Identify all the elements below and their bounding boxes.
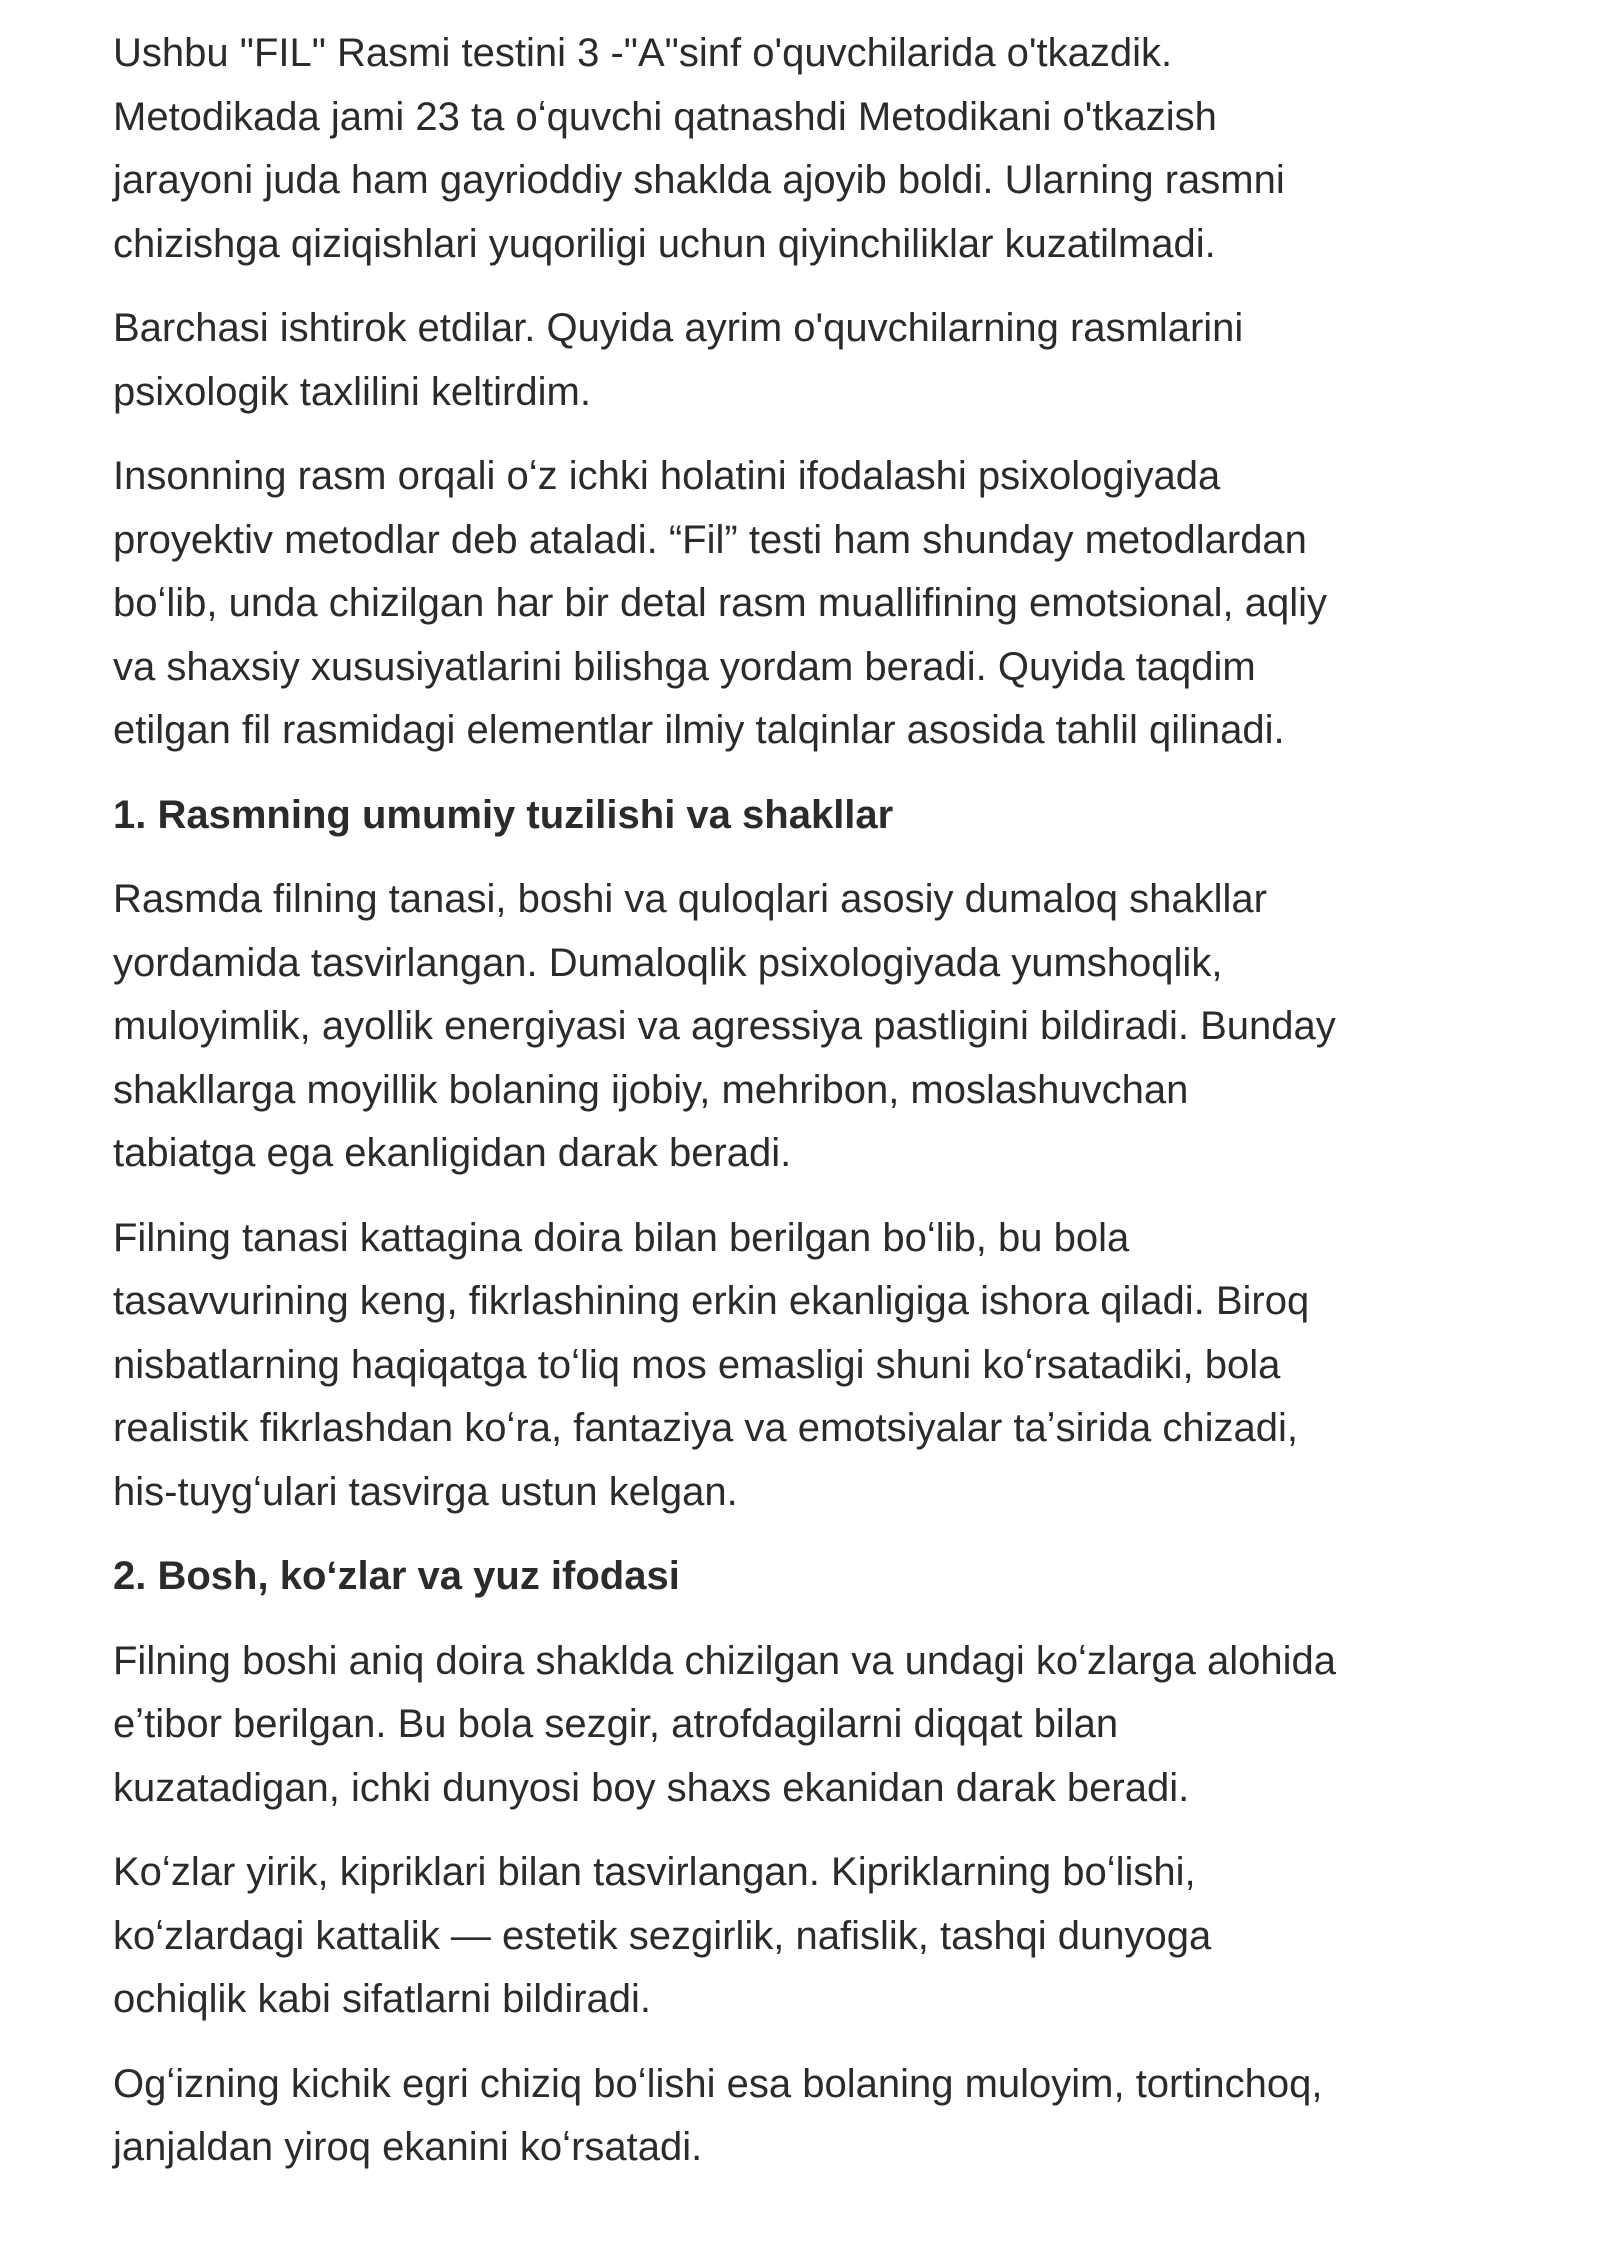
text-line: Metodikada jami 23 ta oʻquvchi qatnashdi Metodikani o'tkazish xyxy=(113,94,1217,139)
text-line: ochiqlik kabi sifatlarni bildiradi. xyxy=(113,1977,652,2021)
paragraph-participation xyxy=(113,297,1513,424)
text-line: Ushbu "FIL" Rasmi testini 3 -"A"sinf o'quvchilarida o'tkazdik. xyxy=(113,31,1173,75)
text-line: Filning tanasi kattagina doira bilan berilgan boʻlib, bu bola xyxy=(113,1215,1130,1260)
text-line: realistik fikrlashdan koʻra, fantaziya va emotsiyalar taʼsirida chizadi, xyxy=(113,1406,1298,1450)
text-line: tabiatga ega ekanligidan darak beradi. xyxy=(113,1131,792,1175)
text-line: Insonning rasm orqali oʻz ichki holatini ifodalashi psixologiyada xyxy=(113,454,1221,498)
text-line: Filning boshi aniq doira shaklda chizilgan va undagi koʻzlarga alohida xyxy=(113,1638,1337,1683)
text-line: Rasmda filning tanasi, boshi va quloqlari asosiy dumaloq shakllar xyxy=(113,877,1267,921)
section-heading-2: 2. Bosh, koʻzlar va yuz ifodasi xyxy=(113,1554,680,1598)
paragraph-eyes xyxy=(113,1841,1513,2032)
text-line: boʻlib, unda chizilgan har bir detal rasm muallifining emotsional, aqliy xyxy=(113,581,1327,625)
text-line: jarayoni juda ham gayrioddiy shaklda ajoyib boldi. Ularning rasmni xyxy=(113,158,1285,202)
text-line: Barchasi ishtirok etdilar. Quyida ayrim o'quvchilarning rasmlarini xyxy=(113,306,1244,350)
text-line: tasavvurining keng, fikrlashining erkin ekanligiga ishora qiladi. Biroq xyxy=(113,1279,1310,1323)
text-line: proyektiv metodlar deb ataladi. “Fil” testi ham shunday metodlardan xyxy=(113,517,1307,562)
paragraph-shapes xyxy=(113,868,1513,1186)
text-line: etilgan fil rasmidagi elementlar ilmiy talqinlar asosida tahlil qilinadi. xyxy=(113,708,1285,752)
text-line: shakllarga moyillik bolaning ijobiy, mehribon, moslashuvchan xyxy=(113,1067,1189,1112)
paragraph-mouth xyxy=(113,2053,1513,2180)
text-line: yordamida tasvirlangan. Dumaloqlik psixologiyada yumshoqlik, xyxy=(113,940,1223,985)
text-line: psixologik taxlilini keltirdim. xyxy=(113,369,591,414)
text-line: his-tuygʻulari tasvirga ustun kelgan. xyxy=(113,1469,738,1514)
text-line: va shaxsiy xususiyatlarini bilishga yordam beradi. Quyida taqdim xyxy=(113,644,1256,689)
text-line: muloyimlik, ayollik energiyasi va agressiya pastligini bildiradi. Bunday xyxy=(113,1004,1336,1048)
document-page xyxy=(113,22,1513,2201)
text-line: koʻzlardagi kattalik — estetik sezgirlik, nafislik, tashqi dunyoga xyxy=(113,1913,1212,1958)
text-line: kuzatadigan, ichki dunyosi boy shaxs ekanidan darak beradi. xyxy=(113,1765,1190,1810)
paragraph-projective-methods xyxy=(113,445,1513,763)
text-line: chizishga qiziqishlari yuqoriligi uchun qiyinchiliklar kuzatilmadi. xyxy=(113,221,1216,266)
text-line: nisbatlarning haqiqatga toʻliq mos emasligi shuni koʻrsatadiki, bola xyxy=(113,1342,1281,1387)
text-line: eʼtibor berilgan. Bu bola sezgir, atrofdagilarni diqqat bilan xyxy=(113,1702,1119,1746)
paragraph-head xyxy=(113,1630,1513,1821)
text-line: Ogʻizning kichik egri chiziq boʻlishi esa bolaning muloyim, tortinchoq, xyxy=(113,2061,1323,2106)
text-line: Koʻzlar yirik, kipriklari bilan tasvirlangan. Kipriklarning boʻlishi, xyxy=(113,1850,1196,1894)
text-line: janjaldan yiroq ekanini koʻrsatadi. xyxy=(113,2125,703,2169)
paragraph-body xyxy=(113,1207,1513,1525)
section-heading-1: 1. Rasmning umumiy tuzilishi va shakllar xyxy=(113,792,894,837)
paragraph-intro xyxy=(113,22,1513,276)
